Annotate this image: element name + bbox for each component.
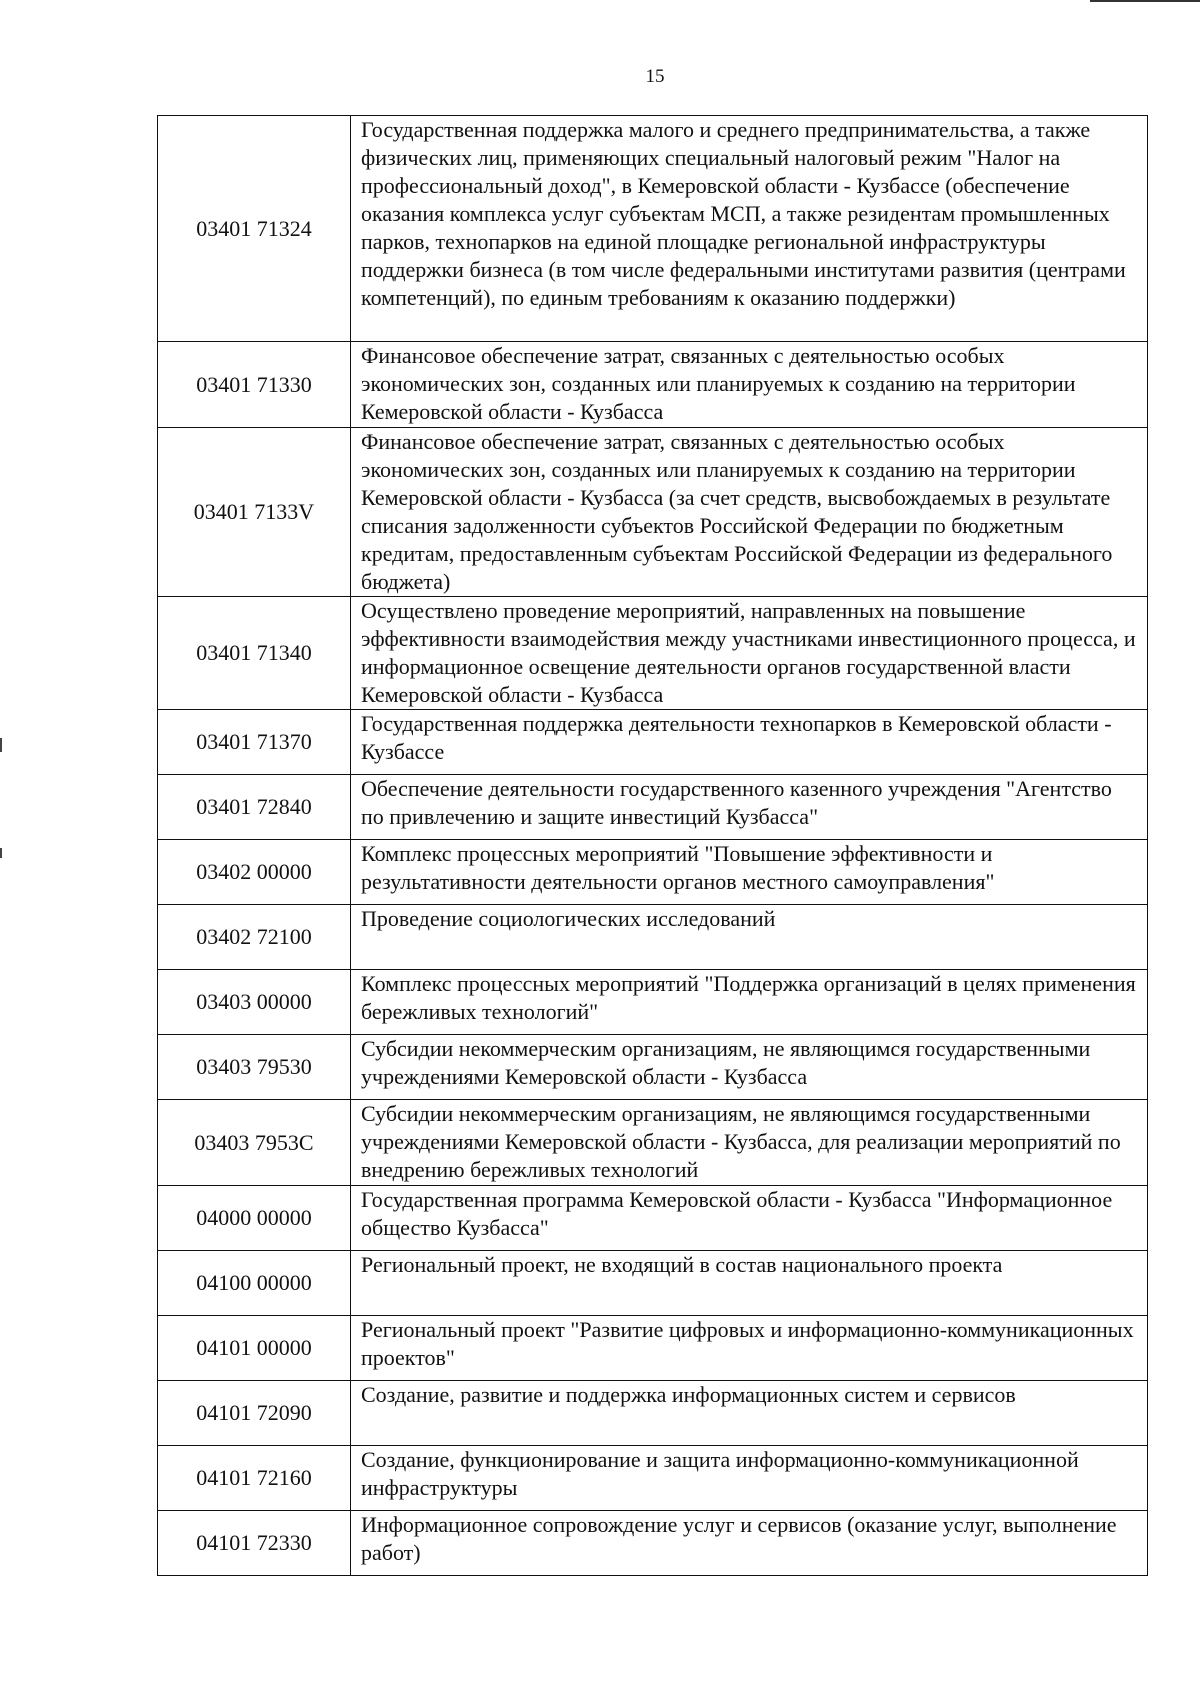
code-cell: 03403 79530 xyxy=(158,1035,351,1100)
table-row xyxy=(158,597,1148,710)
code-cell: 03401 71370 xyxy=(158,710,351,775)
code-cell: 03402 72100 xyxy=(158,905,351,970)
description-cell: Финансовое обеспечение затрат, связанных с деятельностью особых экономических зон, созданных или планируемых к созданию на территории Кемеровской области - Кузбасса xyxy=(351,342,1148,428)
description-cell: Государственная поддержка малого и среднего предпринимательства, а также физических лиц, применяющих специальный налоговый режим "Налог на профессиональный доход", в Кемеровской области - Кузбассе (обеспечение оказания комплекса услуг субъектам МСП, а также резидентам промышленных парков, технопарков на единой площадке региональной инфраструктуры поддержки бизнеса (в том числе федеральными институтами развития (центрами компетенций), по единым требованиям к оказанию поддержки) xyxy=(351,116,1148,342)
table-row xyxy=(158,1511,1148,1576)
code-cell: 03401 71324 xyxy=(158,116,351,342)
budget-code-table xyxy=(157,115,1148,1576)
table-row xyxy=(158,1035,1148,1100)
scan-edge-line xyxy=(1090,0,1200,2)
page-number: 15 xyxy=(645,66,665,87)
table-row xyxy=(158,1446,1148,1511)
code-cell: 03402 00000 xyxy=(158,840,351,905)
table-row xyxy=(158,1251,1148,1316)
description-cell: Информационное сопровождение услуг и сервисов (оказание услуг, выполнение работ) xyxy=(351,1511,1148,1576)
description-cell: Комплекс процессных мероприятий "Поддержка организаций в целях применения бережливых технологий" xyxy=(351,970,1148,1035)
table-row xyxy=(158,1316,1148,1381)
table-row xyxy=(158,1100,1148,1186)
code-cell: 03401 72840 xyxy=(158,775,351,840)
description-cell: Проведение социологических исследований xyxy=(351,905,1148,970)
description-cell: Региональный проект "Развитие цифровых и информационно-коммуникационных проектов" xyxy=(351,1316,1148,1381)
scan-margin-mark xyxy=(0,738,2,752)
table-row xyxy=(158,428,1148,597)
code-cell: 03403 7953C xyxy=(158,1100,351,1186)
code-cell: 03401 7133V xyxy=(158,428,351,597)
description-cell: Государственная поддержка деятельности технопарков в Кемеровской области - Кузбассе xyxy=(351,710,1148,775)
description-cell: Региональный проект, не входящий в состав национального проекта xyxy=(351,1251,1148,1316)
table-row xyxy=(158,905,1148,970)
description-cell: Субсидии некоммерческим организациям, не являющимся государственными учреждениями Кемеровской области - Кузбасса, для реализации мероприятий по внедрению бережливых технологий xyxy=(351,1100,1148,1186)
code-cell: 04000 00000 xyxy=(158,1186,351,1251)
description-cell: Финансовое обеспечение затрат, связанных с деятельностью особых экономических зон, созданных или планируемых к созданию на территории Кемеровской области - Кузбасса (за счет средств, высвобождаемых в результате списания задолженности субъектов Российской Федерации по бюджетным кредитам, предоставленным субъектам Российской Федерации из федерального бюджета) xyxy=(351,428,1148,597)
description-cell: Комплекс процессных мероприятий "Повышение эффективности и результативности деятельности органов местного самоуправления" xyxy=(351,840,1148,905)
table-row xyxy=(158,1381,1148,1446)
code-cell: 03401 71340 xyxy=(158,597,351,710)
scan-margin-mark xyxy=(0,848,2,858)
description-cell: Субсидии некоммерческим организациям, не являющимся государственными учреждениями Кемеровской области - Кузбасса xyxy=(351,1035,1148,1100)
code-cell: 03401 71330 xyxy=(158,342,351,428)
table-row xyxy=(158,342,1148,428)
table-row xyxy=(158,1186,1148,1251)
code-cell: 04101 72330 xyxy=(158,1511,351,1576)
code-cell: 03403 00000 xyxy=(158,970,351,1035)
table-row xyxy=(158,970,1148,1035)
code-cell: 04101 72090 xyxy=(158,1381,351,1446)
description-cell: Осуществлено проведение мероприятий, направленных на повышение эффективности взаимодействия между участниками инвестиционного процесса, и информационное освещение деятельности органов государственной власти Кемеровской области - Кузбасса xyxy=(351,597,1148,710)
table-row xyxy=(158,116,1148,342)
description-cell: Государственная программа Кемеровской области - Кузбасса "Информационное общество Кузбасса" xyxy=(351,1186,1148,1251)
code-cell: 04100 00000 xyxy=(158,1251,351,1316)
code-cell: 04101 72160 xyxy=(158,1446,351,1511)
table-row xyxy=(158,840,1148,905)
code-cell: 04101 00000 xyxy=(158,1316,351,1381)
description-cell: Создание, функционирование и защита информационно-коммуникационной инфраструктуры xyxy=(351,1446,1148,1511)
description-cell: Обеспечение деятельности государственного казенного учреждения "Агентство по привлечению и защите инвестиций Кузбасса" xyxy=(351,775,1148,840)
table-row xyxy=(158,710,1148,775)
table-row xyxy=(158,775,1148,840)
description-cell: Создание, развитие и поддержка информационных систем и сервисов xyxy=(351,1381,1148,1446)
